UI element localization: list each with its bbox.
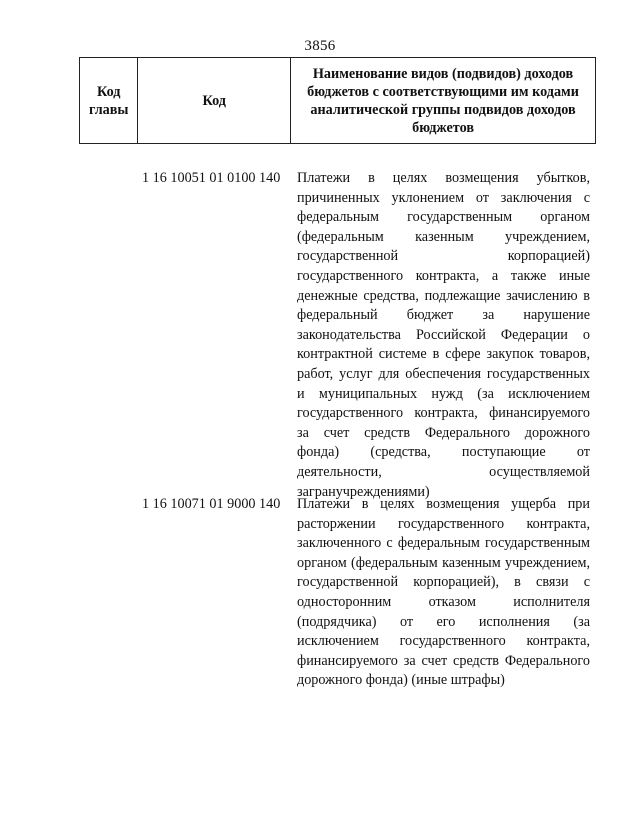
table-header: [79, 57, 596, 144]
header-name: Наименование видов (подвидов) доходов бюджетов с соответствующими им кодами аналитической группы подвидов доходов бюджетов: [291, 58, 596, 144]
header-chapter-code: Код главы: [80, 58, 138, 144]
row-description: Платежи в целях возмещения ущерба при расторжении государственного контракта, заключенного с федеральным государственным органом (федеральным казенным учреждением, государственной корпорацией), в связи с односторонним отказом исполнителя (подрядчика) от его исполнения (за исключением государственного контракта, финансируемого за счет средств Федерального дорожного фонда) (иные штрафы): [297, 496, 590, 689]
page-number: 3856: [304, 38, 336, 54]
row-code: 1 16 10051 01 0100 140: [142, 170, 281, 186]
row-description: Платежи в целях возмещения убытков, причиненных уклонением от заключения с федеральным государственным органом (федеральным казенным учреждением, государственной корпорацией) государственного контракта, а также иные денежные средства, подлежащие зачислению в федеральный бюджет за нарушение законодательства Российской Федерации о контрактной системе в сфере закупок товаров, работ, услуг для обеспечения государственных и муниципальных нужд (за исключением государственного контракта, финансируемого за счет средств Федерального дорожного фонда) (средства, поступающие от деятельности, осуществляемой загранучреждениями): [297, 170, 590, 500]
row-code: 1 16 10071 01 9000 140: [142, 496, 281, 512]
table-header-row: [80, 58, 596, 144]
header-code: Код: [138, 58, 291, 144]
